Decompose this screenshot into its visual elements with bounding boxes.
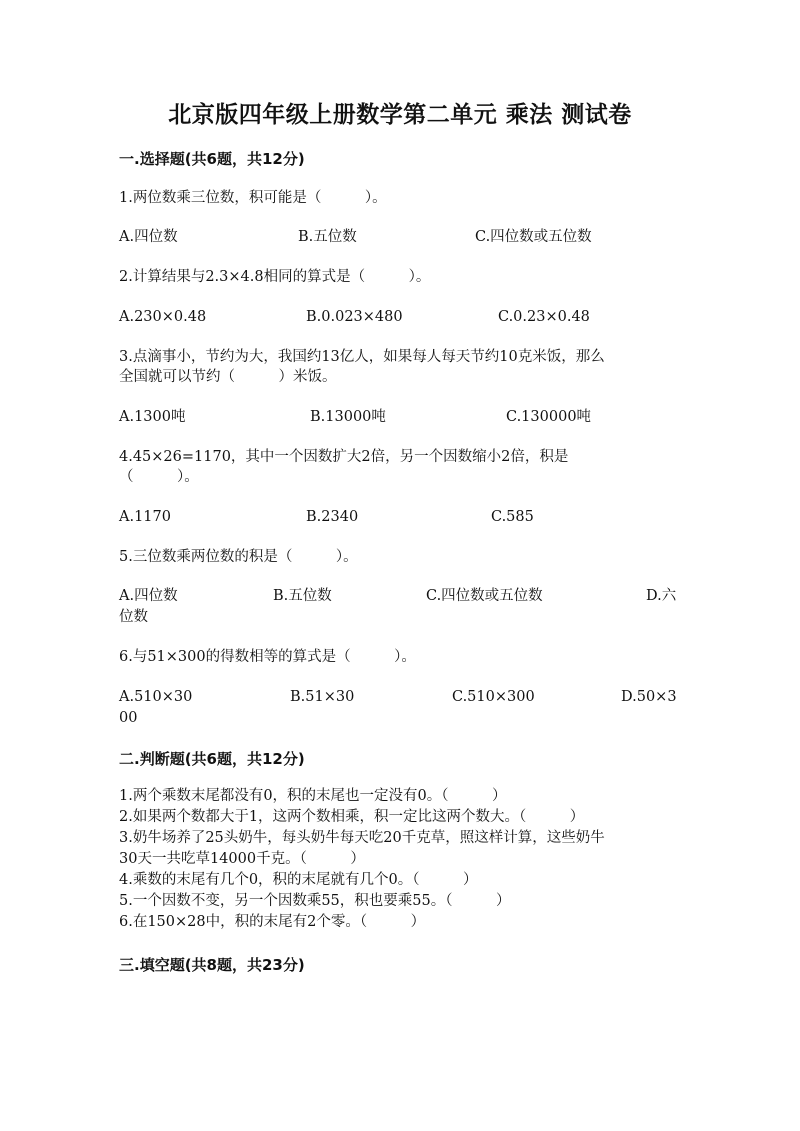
choice-option: A.230×0.48 [119, 309, 207, 325]
judge-item-1: 1.两个乘数末尾都没有0，积的末尾也一定没有0。（ ） [119, 788, 507, 804]
choice-option-wrap: 位数 [119, 609, 148, 625]
choice-option: B.五位数 [273, 588, 332, 604]
choice-option-wrap: 00 [119, 710, 138, 726]
choice-option: B.51×30 [290, 689, 355, 705]
choice-question-5: 5.三位数乘两位数的积是（ ）。 [119, 549, 358, 565]
choice-question-3: 3.点滴事小，节约为大，我国约13亿人，如果每人每天节约10克米饭，那么 [119, 349, 605, 365]
choice-option: A.四位数 [119, 229, 178, 245]
choice-option: A.1300吨 [119, 409, 186, 425]
choice-option: D.50×3 [621, 689, 677, 705]
choice-option: C.130000吨 [506, 409, 592, 425]
choice-option: C.510×300 [452, 689, 535, 705]
judge-item-3-cont: 30天一共吃草14000千克。（ ） [119, 851, 365, 867]
choice-question-2: 2.计算结果与2.3×4.8相同的算式是（ ）。 [119, 269, 431, 285]
choice-question-4-cont: （ ）。 [119, 469, 199, 485]
judge-item-2: 2.如果两个数都大于1，这两个数相乘，积一定比这两个数大。（ ） [119, 809, 585, 825]
choice-question-4: 4.45×26=1170，其中一个因数扩大2倍，另一个因数缩小2倍，积是 [119, 449, 569, 465]
choice-option: D.六 [646, 588, 677, 604]
choice-option: B.0.023×480 [306, 309, 403, 325]
choice-option: B.五位数 [298, 229, 357, 245]
choice-question-3-cont: 全国就可以节约（ ）米饭。 [119, 369, 337, 385]
choice-option: C.0.23×0.48 [498, 309, 590, 325]
judge-item-4: 4.乘数的末尾有几个0，积的末尾就有几个0。（ ） [119, 872, 478, 888]
judge-item-3: 3.奶牛场养了25头奶牛，每头奶牛每天吃20千克草，照这样计算，这些奶牛 [119, 830, 605, 846]
choice-option: B.2340 [306, 509, 359, 525]
section-heading-judge: 二.判断题(共6题，共12分) [119, 750, 305, 768]
choice-question-1: 1.两位数乘三位数，积可能是（ ）。 [119, 190, 387, 206]
judge-item-5: 5.一个因数不变，另一个因数乘55，积也要乘55。（ ） [119, 893, 511, 909]
choice-option: C.585 [491, 509, 534, 525]
choice-option: B.13000吨 [310, 409, 386, 425]
choice-option: C.四位数或五位数 [426, 588, 543, 604]
judge-item-6: 6.在150×28中，积的末尾有2个零。（ ） [119, 914, 426, 930]
choice-option: A.四位数 [119, 588, 178, 604]
section-heading-fill: 三.填空题(共8题，共23分) [119, 956, 305, 974]
choice-option: A.1170 [119, 509, 171, 525]
choice-option: C.四位数或五位数 [475, 229, 592, 245]
choice-question-6: 6.与51×300的得数相等的算式是（ ）。 [119, 649, 416, 665]
choice-option: A.510×30 [119, 689, 193, 705]
section-heading-choice: 一.选择题(共6题，共12分) [119, 150, 305, 168]
page-title: 北京版四年级上册数学第二单元 乘法 测试卷 [168, 102, 632, 128]
